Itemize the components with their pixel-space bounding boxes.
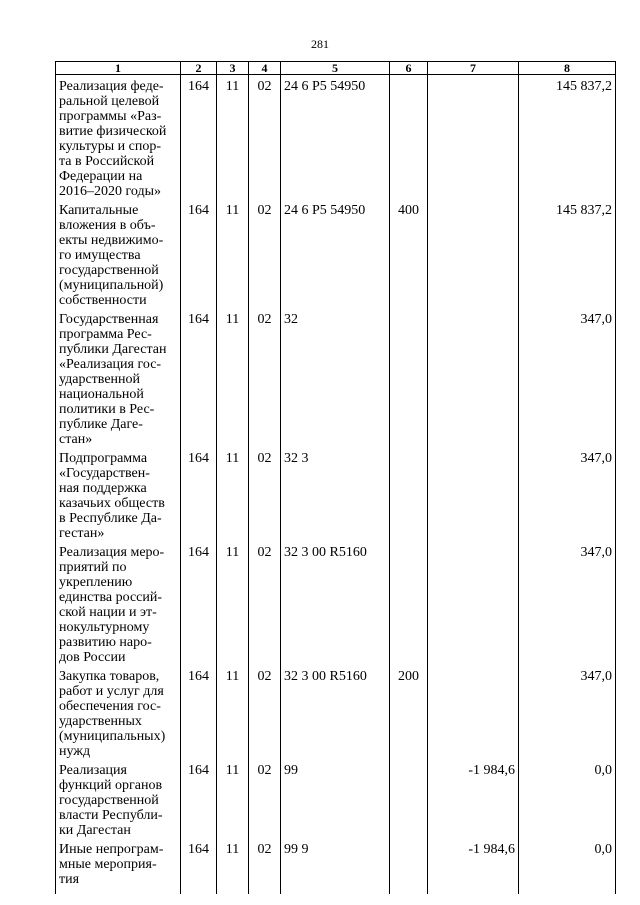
ministry-code-cell: 164	[181, 759, 217, 838]
expense-type-cell	[390, 447, 428, 541]
row-name-cell	[56, 75, 181, 200]
ministry-code-cell: 164	[181, 838, 217, 894]
section-code-cell: 11	[217, 665, 249, 759]
amount-total-cell: 0,0	[519, 759, 616, 838]
section-code-cell: 11	[217, 199, 249, 308]
row-name-line: в Республике Да-	[59, 511, 162, 526]
row-name-cell	[56, 665, 181, 759]
row-name-line: «Государствен-	[59, 466, 150, 481]
subsection-code-cell: 02	[249, 308, 281, 447]
target-article-cell: 99	[281, 759, 390, 838]
amount-change-cell: -1 984,6	[428, 759, 519, 838]
row-name-line: программа Рес-	[59, 327, 152, 342]
target-article-cell: 24 6 P5 54950	[281, 199, 390, 308]
subsection-code-cell: 02	[249, 447, 281, 541]
budget-table	[55, 61, 616, 894]
subsection-code-cell: 02	[249, 665, 281, 759]
amount-total-cell: 145 837,2	[519, 199, 616, 308]
amount-total-cell: 347,0	[519, 541, 616, 665]
header-col-8: 8	[519, 62, 616, 75]
expense-type-cell: 400	[390, 199, 428, 308]
row-name-line: Закупка товаров,	[59, 669, 160, 684]
header-col-7: 7	[428, 62, 519, 75]
row-name-line: Капитальные	[59, 203, 139, 218]
row-name-line: работ и услуг для	[59, 684, 164, 699]
amount-change-cell	[428, 308, 519, 447]
amount-change-cell	[428, 447, 519, 541]
amount-change-cell: -1 984,6	[428, 838, 519, 894]
row-name-line: власти Республи-	[59, 808, 163, 823]
row-name-line: публики Дагестан	[59, 342, 167, 357]
table-row	[56, 308, 616, 447]
row-name-line: ской нации и эт-	[59, 605, 157, 620]
target-article-cell: 32	[281, 308, 390, 447]
header-col-6: 6	[390, 62, 428, 75]
amount-change-cell	[428, 541, 519, 665]
amount-total-cell: 347,0	[519, 447, 616, 541]
amount-total-cell: 347,0	[519, 308, 616, 447]
expense-type-cell: 200	[390, 665, 428, 759]
expense-type-cell	[390, 308, 428, 447]
row-name-line: обеспечения гос-	[59, 699, 161, 714]
amount-change-cell	[428, 199, 519, 308]
row-name-line: Федерации на	[59, 169, 143, 184]
ministry-code-cell: 164	[181, 75, 217, 200]
ministry-code-cell: 164	[181, 199, 217, 308]
row-name-line: ки Дагестан	[59, 823, 131, 838]
row-name-line: политики в Рес-	[59, 402, 155, 417]
ministry-code-cell: 164	[181, 541, 217, 665]
row-name-line: собственности	[59, 293, 147, 308]
row-name-line: стан»	[59, 432, 93, 447]
row-name-line: укреплению	[59, 575, 133, 590]
section-code-cell: 11	[217, 541, 249, 665]
row-name-line: дов России	[59, 650, 126, 665]
target-article-cell: 32 3 00 R5160	[281, 541, 390, 665]
amount-total-cell: 347,0	[519, 665, 616, 759]
row-name-line: государственной	[59, 793, 159, 808]
table-row	[56, 75, 616, 200]
subsection-code-cell: 02	[249, 199, 281, 308]
section-code-cell: 11	[217, 308, 249, 447]
row-name-line: витие физической	[59, 124, 167, 139]
row-name-line: культуры и спор-	[59, 139, 162, 154]
row-name-line: Реализация	[59, 763, 127, 778]
header-col-2: 2	[181, 62, 217, 75]
row-name-line: публике Даге-	[59, 417, 143, 432]
row-name-line: нужд	[59, 744, 91, 759]
row-name-line: приятий по	[59, 560, 127, 575]
row-name-cell	[56, 447, 181, 541]
row-name-line: 2016–2020 годы»	[59, 184, 162, 199]
table-body	[56, 75, 616, 895]
row-name-line: (муниципальных)	[59, 729, 166, 744]
row-name-line: гестан»	[59, 526, 105, 541]
row-name-line: функций органов	[59, 778, 163, 793]
section-code-cell: 11	[217, 838, 249, 894]
page-number: 281	[311, 37, 329, 51]
table-row	[56, 447, 616, 541]
expense-type-cell	[390, 541, 428, 665]
amount-change-cell	[428, 665, 519, 759]
expense-type-cell	[390, 75, 428, 200]
header-col-4: 4	[249, 62, 281, 75]
row-name-line: развитию наро-	[59, 635, 152, 650]
row-name-cell	[56, 199, 181, 308]
header-row	[56, 62, 616, 75]
row-name-line: (муниципальной)	[59, 278, 164, 293]
amount-total-cell: 0,0	[519, 838, 616, 894]
row-name-line: та в Российской	[59, 154, 155, 169]
row-name-cell	[56, 541, 181, 665]
header-col-1: 1	[56, 62, 181, 75]
table-header	[56, 62, 616, 75]
row-name-line: казачьих обществ	[59, 496, 165, 511]
expense-type-cell	[390, 838, 428, 894]
row-name-line: Государственная	[59, 312, 159, 327]
table-row	[56, 759, 616, 838]
row-name-line: программы «Раз-	[59, 109, 162, 124]
target-article-cell: 99 9	[281, 838, 390, 894]
target-article-cell: 32 3 00 R5160	[281, 665, 390, 759]
row-name-cell	[56, 308, 181, 447]
header-col-3: 3	[217, 62, 249, 75]
row-name-line: екты недвижимо-	[59, 233, 164, 248]
row-name-line: Реализация феде-	[59, 79, 164, 94]
subsection-code-cell: 02	[249, 838, 281, 894]
row-name-line: ударственной	[59, 372, 141, 387]
row-name-line: Иные непрограм-	[59, 842, 164, 857]
row-name-cell	[56, 759, 181, 838]
row-name-line: национальной	[59, 387, 144, 402]
amount-change-cell	[428, 75, 519, 200]
row-name-line: мные мероприя-	[59, 857, 157, 872]
table-row	[56, 665, 616, 759]
table-row	[56, 838, 616, 894]
section-code-cell: 11	[217, 759, 249, 838]
row-name-line: ная поддержка	[59, 481, 147, 496]
ministry-code-cell: 164	[181, 447, 217, 541]
row-name-line: ральной целевой	[59, 94, 160, 109]
row-name-line: ударственных	[59, 714, 142, 729]
row-name-line: го имущества	[59, 248, 141, 263]
row-name-line: «Реализация гос-	[59, 357, 162, 372]
row-name-cell	[56, 838, 181, 894]
table-row	[56, 199, 616, 308]
row-name-line: тия	[59, 872, 80, 887]
target-article-cell: 24 6 P5 54950	[281, 75, 390, 200]
row-name-line: единства россий-	[59, 590, 163, 605]
amount-total-cell: 145 837,2	[519, 75, 616, 200]
expense-type-cell	[390, 759, 428, 838]
row-name-line: вложения в объ-	[59, 218, 156, 233]
table-row	[56, 541, 616, 665]
subsection-code-cell: 02	[249, 541, 281, 665]
target-article-cell: 32 3	[281, 447, 390, 541]
row-name-line: Подпрограмма	[59, 451, 148, 466]
section-code-cell: 11	[217, 75, 249, 200]
subsection-code-cell: 02	[249, 75, 281, 200]
ministry-code-cell: 164	[181, 308, 217, 447]
ministry-code-cell: 164	[181, 665, 217, 759]
section-code-cell: 11	[217, 447, 249, 541]
header-col-5: 5	[281, 62, 390, 75]
row-name-line: нокультурному	[59, 620, 150, 635]
subsection-code-cell: 02	[249, 759, 281, 838]
row-name-line: государственной	[59, 263, 159, 278]
row-name-line: Реализация меро-	[59, 545, 165, 560]
